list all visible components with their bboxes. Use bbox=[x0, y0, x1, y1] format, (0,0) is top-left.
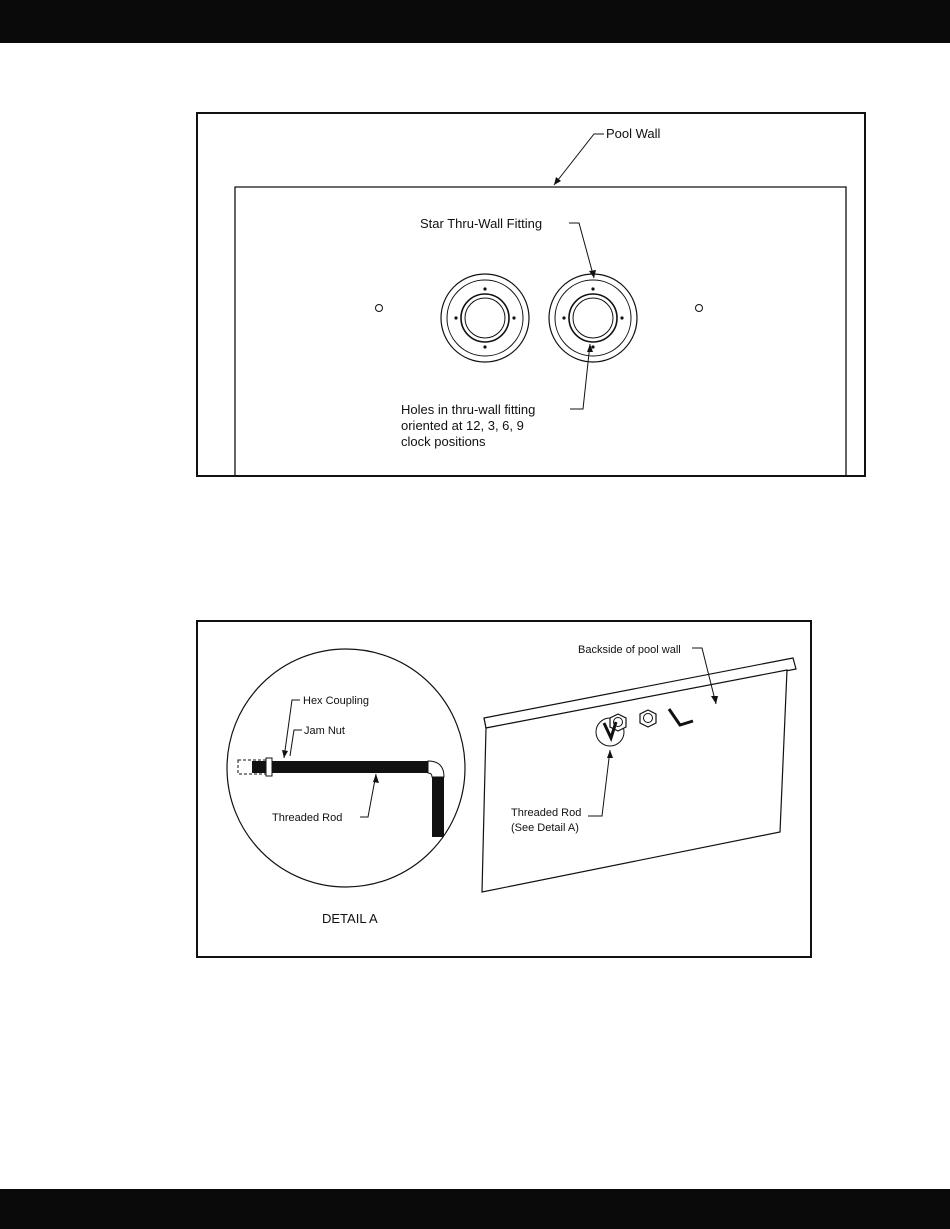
holes-label-line3: clock positions bbox=[401, 434, 486, 449]
figure-frame bbox=[197, 113, 865, 476]
jam-nut-leader bbox=[290, 730, 302, 756]
bottom-footer-bar bbox=[0, 1189, 950, 1229]
wall-hole-left bbox=[376, 305, 383, 312]
threaded-rod-diagram bbox=[196, 620, 812, 958]
pool-wall-fitting-figure bbox=[196, 112, 866, 477]
backside-label: Backside of pool wall bbox=[578, 644, 681, 656]
detail-a-caption: DETAIL A bbox=[322, 911, 378, 926]
pool-wall-fitting-diagram bbox=[196, 112, 866, 477]
threaded-rod-figure bbox=[196, 620, 812, 958]
jam-nut-label: Jam Nut bbox=[304, 725, 345, 737]
detail-a-threaded-rod bbox=[238, 758, 444, 837]
holes-label-line2: oriented at 12, 3, 6, 9 bbox=[401, 418, 524, 433]
hex-coupling-label: Hex Coupling bbox=[303, 695, 370, 707]
thru-wall-fitting-left bbox=[441, 274, 529, 362]
threaded-rod-label: Threaded Rod bbox=[272, 812, 343, 824]
pool-wall-label: Pool Wall bbox=[606, 126, 661, 141]
threaded-rod-shape bbox=[272, 761, 428, 773]
hex-coupling-leader bbox=[284, 700, 300, 758]
threaded-rod-leader-arrow bbox=[373, 774, 379, 783]
fitting-leader bbox=[569, 223, 594, 278]
top-header-bar bbox=[0, 0, 950, 43]
wall-hole-right bbox=[696, 305, 703, 312]
fitting-label: Star Thru-Wall Fitting bbox=[420, 216, 543, 231]
hex-coupling-leader-arrow bbox=[282, 750, 288, 758]
pool-wall-leader bbox=[554, 134, 604, 185]
holes-label-line1: Holes in thru-wall fitting bbox=[401, 402, 536, 417]
jam-nut-shape bbox=[266, 758, 272, 776]
threaded-rod-ref-label-line1: Threaded Rod bbox=[511, 807, 582, 819]
threaded-rod-ref-label-line2: (See Detail A) bbox=[511, 822, 579, 834]
thru-wall-fitting-right bbox=[549, 274, 637, 362]
pool-wall-panel bbox=[482, 658, 796, 892]
